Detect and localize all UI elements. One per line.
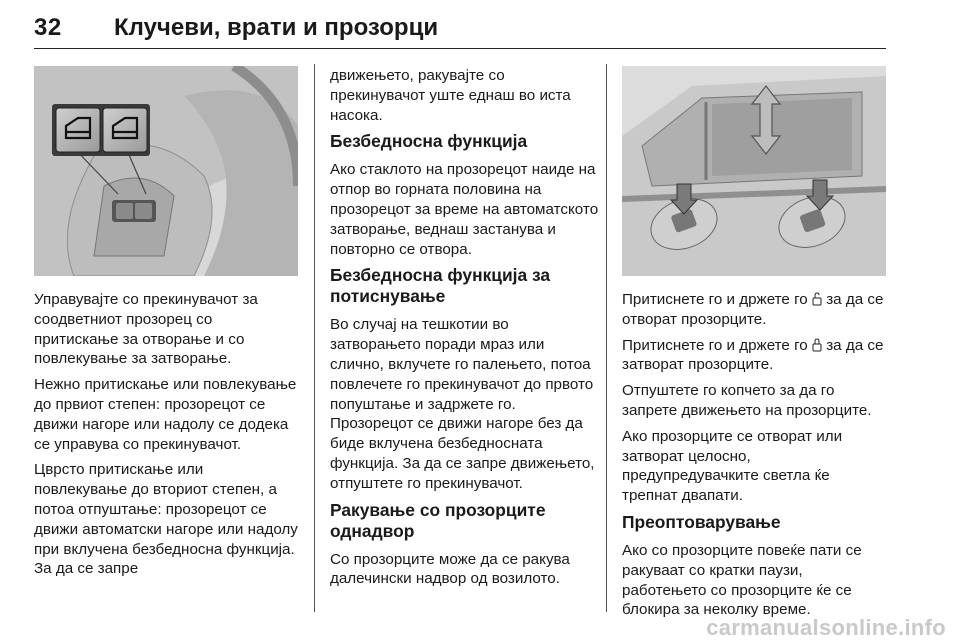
paragraph: движењето, ракувајте со прекинувачот уште еднаш во иста насока. <box>330 67 571 124</box>
page-number: 32 <box>34 14 62 41</box>
paragraph: Ако прозорците се отворат или затворат целосно, предупредувачките светла ќе трепнат двапати. <box>622 427 843 505</box>
paragraph: Цврсто притискање или повлекување до вториот степен, а потоа отпуштање: прозорецот се движи автоматски нагоре или надолу при вклучена безбедносна функција. За да се запре <box>34 461 298 578</box>
paragraph: Нежно притискање или повлекување до првиот степен: прозорецот се движи нагоре или надолу се додека се управува со прекинувачот. <box>34 376 297 453</box>
column-middle <box>330 66 600 595</box>
paragraph: Управувајте со прекинувачот за соодветниот прозорец со притискање за отворање и со повлекување за затворање. <box>34 291 258 368</box>
remote-key-window-illustration <box>622 66 886 276</box>
column-divider <box>314 64 315 612</box>
heading-remote-operation: Ракување со прозорците однадвор <box>330 499 546 541</box>
paragraph-open-windows: Притиснете го и држете го за да се отворат прозорците. <box>622 291 884 328</box>
header-divider <box>34 48 886 49</box>
watermark: carmanualsonline.info <box>706 615 946 640</box>
unlock-icon <box>812 292 822 306</box>
paragraph-close-windows: Притиснете го и држете го за да се затворат прозорците. <box>622 336 884 374</box>
window-switch-illustration <box>34 66 298 276</box>
lock-icon <box>812 338 822 352</box>
heading-safety-function: Безбедносна функција <box>330 131 528 152</box>
paragraph: Ако стаклото на прозорецот наиде на отпор во горната половина на прозорецот за време на автоматското затворање, веднаш застанува и повторно се отвора. <box>330 161 599 258</box>
column-right <box>622 290 887 626</box>
paragraph: Во случај на тешкотии во затворањето поради мраз или слично, вклучете го палењето, потоа повлечете го прекинувачот до првото попуштање и задржете го. Прозорецот се движи нагоре без да биде вклучена безбедносната функција. За да се запре движењето, отпуштете го прекинувачот. <box>330 316 595 492</box>
paragraph: Со прозорците може да се ракува далечински надвор од возилото. <box>330 550 570 588</box>
page-header <box>34 14 886 48</box>
heading-safety-override: Безбедносна функција за потиснување <box>330 265 551 307</box>
paragraph: Ако со прозорците повеќе пати се ракуваат со кратки паузи, работењето со прозорците ќе се блокира за неколку време. <box>622 541 862 619</box>
paragraph: Отпуштете го копчето за да го запрете движењето на прозорците. <box>622 382 872 419</box>
column-left <box>34 290 300 585</box>
page-title: Клучеви, врати и прозорци <box>114 14 439 41</box>
heading-overload: Преоптоварување <box>622 511 781 532</box>
column-divider <box>606 64 607 612</box>
